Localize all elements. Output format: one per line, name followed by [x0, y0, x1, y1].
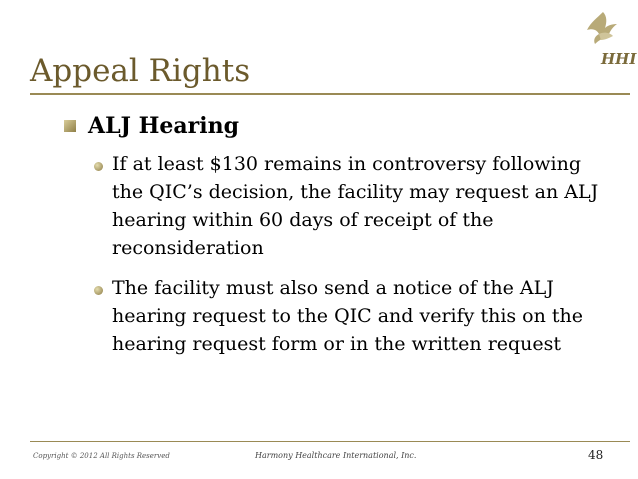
footer-divider [30, 441, 630, 442]
title-divider [30, 93, 630, 95]
section-heading: ALJ Hearing [88, 113, 239, 139]
bullet-text-1: If at least $130 remains in controversy following the QIC’s decision, the facility may request an ALJ hearing within 60 days of receipt of the reconsideration [112, 153, 599, 259]
round-bullet-icon [94, 286, 103, 295]
footer-company: Harmony Healthcare International, Inc. [255, 451, 417, 460]
slide-title: Appeal Rights [30, 53, 251, 89]
bullet-text-2: The facility must also send a notice of the ALJ hearing request to the QIC and verify this on the hearing request form or in the written request [112, 277, 584, 355]
page-number: 48 [588, 448, 604, 462]
company-logo [577, 8, 637, 70]
footer-copyright: Copyright © 2012 All Rights Reserved [33, 452, 170, 460]
round-bullet-icon [94, 162, 103, 171]
square-bullet-icon [64, 120, 76, 132]
logo-text: HHI [601, 50, 637, 68]
dove-icon [577, 8, 637, 70]
